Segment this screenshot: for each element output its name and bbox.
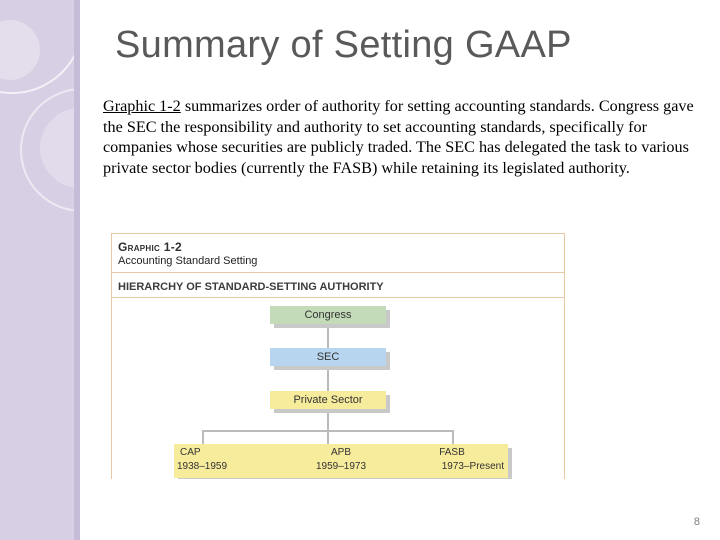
connector-line bbox=[327, 324, 329, 348]
connector-line bbox=[327, 409, 329, 431]
connector-line bbox=[327, 430, 329, 444]
apb-box bbox=[286, 444, 396, 478]
graphic-header bbox=[112, 234, 564, 273]
sidebar-stripe bbox=[0, 0, 80, 540]
body-name: CAP bbox=[180, 447, 201, 458]
fasb-box bbox=[396, 444, 508, 478]
body-years: 1973–Present bbox=[441, 461, 504, 472]
slide-title: Summary of Setting GAAP bbox=[115, 24, 572, 66]
connector-line bbox=[452, 430, 454, 444]
cap-box bbox=[174, 444, 286, 478]
body-years: 1938–1959 bbox=[177, 461, 228, 472]
connector-line bbox=[327, 366, 329, 391]
private-sector-box: Private Sector bbox=[270, 391, 386, 409]
hierarchy-band: HIERARCHY OF STANDARD-SETTING AUTHORITY bbox=[112, 277, 564, 298]
graphic-reference-link[interactable]: Graphic 1-2 bbox=[103, 97, 181, 115]
decorative-sidebar bbox=[0, 0, 80, 540]
graphic-figure bbox=[111, 233, 565, 479]
sec-box: SEC bbox=[270, 348, 386, 366]
connector-line bbox=[202, 430, 204, 444]
body-name: FASB bbox=[439, 447, 465, 458]
graphic-label: Graphic 1-2 bbox=[118, 240, 182, 254]
body-paragraph bbox=[103, 96, 703, 178]
body-name: APB bbox=[330, 447, 351, 458]
body-text: summarizes order of authority for setting accounting standards. Congress gave the SEC the responsibility and authority to set accounting standards, specifically for companies whose securities are publicly traded. The SEC has delegated the task to various private sector bodies (currently the FASB) while retaining its legislated authority. bbox=[103, 97, 694, 177]
congress-box: Congress bbox=[270, 306, 386, 324]
graphic-subtitle: Accounting Standard Setting bbox=[118, 255, 258, 267]
page-number: 8 bbox=[693, 516, 700, 528]
body-years: 1959–1973 bbox=[315, 461, 367, 472]
